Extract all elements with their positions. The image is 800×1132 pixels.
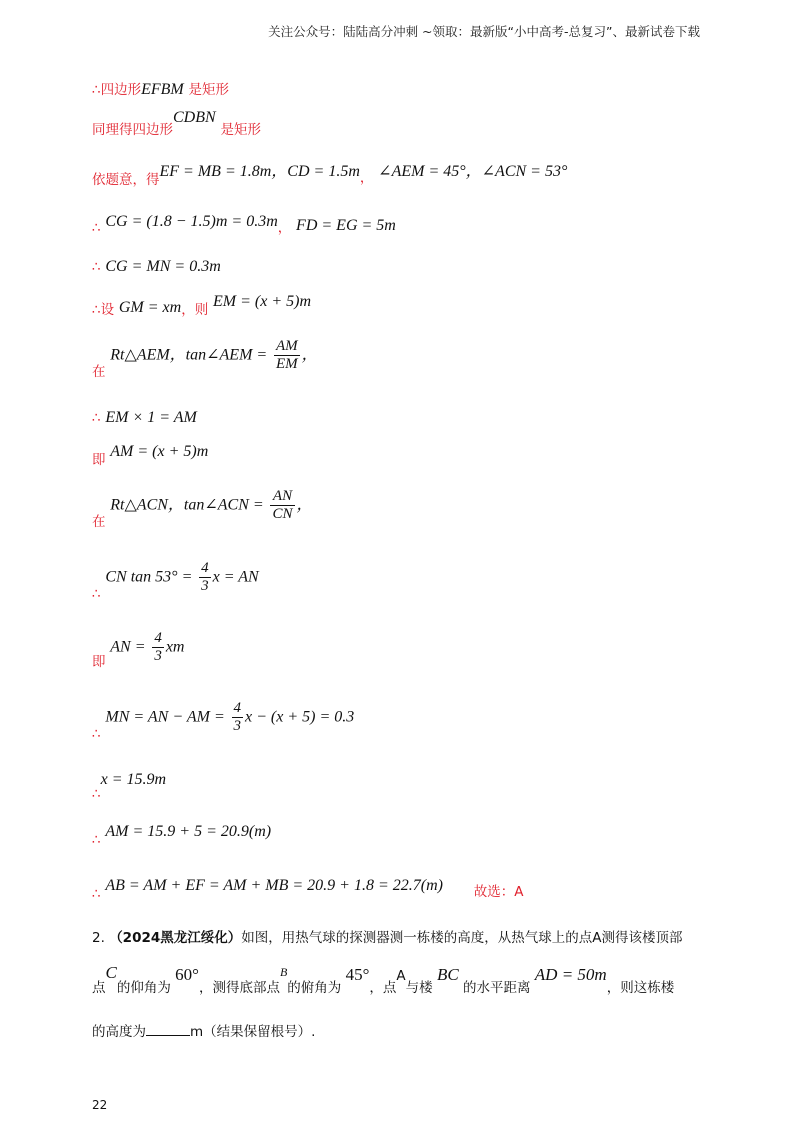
math: A bbox=[396, 968, 406, 984]
solution-line-16 bbox=[92, 874, 524, 902]
math: 45° bbox=[345, 965, 370, 984]
text: 设 bbox=[100, 302, 115, 318]
solution-line-3 bbox=[92, 158, 568, 188]
numerator: AN bbox=[270, 488, 294, 506]
solution-line-7 bbox=[92, 338, 318, 380]
therefore-symbol: ∴ bbox=[92, 302, 101, 318]
solution-line-2 bbox=[92, 109, 261, 138]
text: 即 bbox=[92, 452, 106, 468]
text: 是矩形 bbox=[188, 82, 230, 98]
numerator: 4 bbox=[233, 700, 242, 716]
text: 同理得四边形 bbox=[92, 122, 173, 138]
solution-line-13 bbox=[92, 700, 355, 742]
text: 即 bbox=[92, 653, 106, 670]
text: ，则这栋楼 bbox=[606, 980, 675, 996]
math: CN tan 53° = bbox=[105, 568, 193, 586]
text: 是矩形 bbox=[220, 122, 261, 138]
solution-line-11 bbox=[92, 560, 259, 602]
text: 的俯角为 bbox=[287, 980, 342, 996]
text: 的仰角为 bbox=[116, 980, 171, 996]
math: x − (x + 5) = 0.3 bbox=[245, 708, 355, 726]
denominator: EM bbox=[276, 356, 298, 372]
text: m（结果保留根号）. bbox=[190, 1024, 316, 1040]
math: CG = (1.8 − 1.5)m = 0.3m bbox=[105, 213, 278, 230]
therefore-symbol: ∴ bbox=[92, 259, 101, 275]
text: ，则 bbox=[181, 302, 209, 318]
text: 依题意，得 bbox=[92, 172, 160, 188]
math: C bbox=[105, 963, 117, 982]
solution-line-8 bbox=[92, 408, 197, 427]
text: 在 bbox=[92, 363, 106, 380]
question-line-1 bbox=[92, 926, 683, 946]
math: BC bbox=[436, 965, 459, 984]
math: Rt△AEM，tan∠AEM = bbox=[110, 346, 268, 364]
math: x = AN bbox=[212, 568, 259, 586]
fraction bbox=[152, 630, 164, 665]
therefore-symbol: ∴ bbox=[92, 220, 101, 236]
therefore-symbol: ∴ bbox=[92, 725, 101, 742]
solution-line-14 bbox=[92, 770, 167, 802]
answer-blank[interactable] bbox=[146, 1023, 190, 1036]
solution-line-5 bbox=[92, 257, 221, 276]
text: 的水平距离 bbox=[462, 980, 531, 996]
math: EM = (x + 5)m bbox=[213, 293, 312, 310]
math: EFBM bbox=[141, 81, 184, 98]
question-text: 如图，用热气球的探测器测一栋楼的高度，从热气球上的点A测得该楼顶部 bbox=[241, 930, 683, 946]
fraction bbox=[270, 488, 294, 523]
solution-line-9 bbox=[92, 440, 209, 468]
math: AB = AM + EF = AM + MB = 20.9 + 1.8 = 22.7(m) bbox=[105, 877, 443, 894]
solution-line-15 bbox=[92, 822, 272, 848]
math: x = 15.9m bbox=[100, 771, 167, 788]
math: ∠AEM = 45°，∠ACN = 53° bbox=[378, 163, 568, 180]
math: xm bbox=[165, 638, 185, 656]
page-number: 22 bbox=[92, 1098, 108, 1112]
math: AM = (x + 5)m bbox=[110, 443, 209, 460]
text: ， bbox=[359, 170, 374, 186]
fraction bbox=[199, 560, 211, 595]
fraction bbox=[232, 700, 244, 735]
solution-line-10 bbox=[92, 488, 313, 530]
page-header: 关注公众号：陆陆高分冲刺 ~领取：最新版“小中高考-总复习”、最新试卷下载 bbox=[268, 24, 700, 39]
math: CDBN bbox=[173, 109, 216, 126]
solution-line-4 bbox=[92, 210, 396, 236]
text: 的高度为 bbox=[92, 1024, 146, 1040]
math: MN = AN − AM = bbox=[105, 708, 225, 726]
numerator: AM bbox=[276, 338, 298, 354]
math: AM = 15.9 + 5 = 20.9(m) bbox=[105, 823, 272, 840]
text: ，点 bbox=[369, 980, 397, 996]
numerator: 4 bbox=[201, 560, 209, 576]
therefore-symbol: ∴ bbox=[92, 82, 101, 98]
therefore-symbol: ∴ bbox=[92, 585, 101, 602]
text: ， bbox=[277, 220, 292, 236]
math: FD = EG = 5m bbox=[296, 217, 396, 234]
fraction bbox=[274, 338, 300, 373]
math: GM = xm bbox=[118, 299, 182, 316]
question-line-2 bbox=[92, 963, 675, 996]
question-line-3 bbox=[92, 1020, 315, 1040]
math: AN = bbox=[110, 638, 146, 656]
math: EF = MB = 1.8m，CD = 1.5m bbox=[159, 163, 360, 180]
math: EM × 1 = AM bbox=[105, 409, 197, 426]
answer-text: 故选：A bbox=[473, 884, 524, 900]
math: 60° bbox=[175, 965, 199, 984]
therefore-symbol: ∴ bbox=[92, 786, 101, 802]
math: ， bbox=[296, 496, 313, 514]
denominator: 3 bbox=[233, 718, 242, 734]
question-number: 2. bbox=[92, 930, 105, 946]
solution-line-1 bbox=[92, 78, 229, 99]
therefore-symbol: ∴ bbox=[92, 832, 101, 848]
math: Rt△ACN，tan∠ACN = bbox=[110, 496, 264, 514]
math: B bbox=[279, 965, 288, 979]
denominator: CN bbox=[272, 506, 293, 522]
denominator: 3 bbox=[154, 648, 162, 664]
therefore-symbol: ∴ bbox=[92, 886, 101, 902]
solution-line-6 bbox=[92, 290, 312, 318]
question-source: （2024黑龙江绥化） bbox=[109, 930, 242, 946]
denominator: 3 bbox=[201, 578, 209, 594]
text: ，测得底部点 bbox=[198, 980, 280, 996]
text: 四边形 bbox=[100, 82, 142, 98]
text: 与楼 bbox=[405, 980, 433, 996]
therefore-symbol: ∴ bbox=[92, 410, 101, 426]
math: CG = MN = 0.3m bbox=[105, 258, 221, 275]
numerator: 4 bbox=[154, 630, 162, 646]
text: 点 bbox=[92, 980, 106, 996]
math: ， bbox=[301, 346, 318, 364]
solution-line-12 bbox=[92, 630, 185, 670]
math: AD = 50m bbox=[534, 965, 607, 984]
text: 在 bbox=[92, 513, 106, 530]
